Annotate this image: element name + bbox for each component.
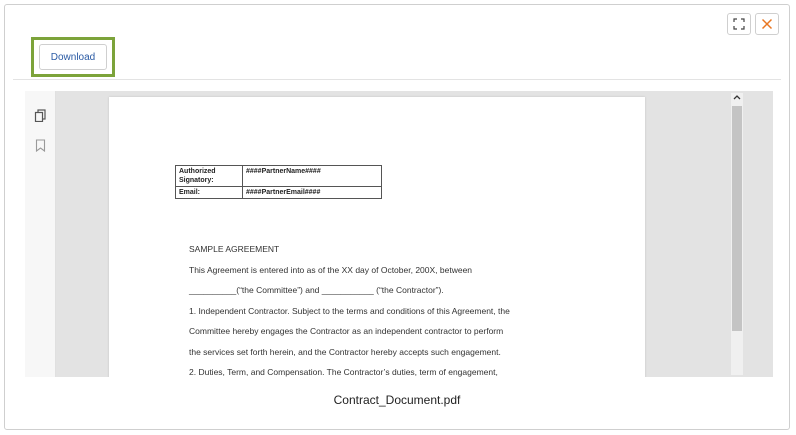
- document-preview-modal: [4, 4, 790, 430]
- signatory-table: [175, 165, 382, 199]
- document-line: __________(“the Committee”) and ___________ (“the Contractor”).: [189, 285, 444, 295]
- header-divider: [13, 79, 781, 80]
- table-row: [176, 166, 382, 187]
- viewer-scrollbar[interactable]: [731, 93, 743, 375]
- scrollbar-thumb[interactable]: [732, 106, 742, 331]
- file-name: Contract_Document.pdf: [333, 393, 461, 407]
- bookmark-icon[interactable]: [34, 139, 47, 152]
- scroll-up-arrow-icon[interactable]: [733, 93, 741, 103]
- table-cell-label: Authorized Signatory:: [176, 166, 243, 187]
- pdf-viewer: [25, 91, 773, 377]
- document-body: [189, 243, 629, 377]
- table-row: [176, 187, 382, 199]
- document-line: the services set forth herein, and the Contractor hereby accepts such engagement.: [189, 346, 501, 357]
- table-cell-label: Email:: [176, 187, 243, 199]
- table-cell-value: ####PartnerName####: [243, 166, 382, 187]
- table-cell-value: ####PartnerEmail####: [243, 187, 382, 199]
- download-button[interactable]: Download: [39, 44, 107, 70]
- expand-button[interactable]: [727, 13, 751, 35]
- window-controls: [727, 13, 779, 35]
- download-highlight: [31, 37, 115, 77]
- pdf-page: [109, 97, 645, 377]
- expand-icon: [733, 18, 745, 30]
- document-line: Committee hereby engages the Contractor as an independent contractor to perform: [189, 326, 504, 336]
- document-line: 1. Independent Contractor. Subject to the terms and conditions of this Agreement, the: [189, 305, 510, 316]
- viewer-side-rail: [25, 91, 56, 377]
- close-button[interactable]: [755, 13, 779, 35]
- close-icon: [761, 18, 773, 30]
- document-line: This Agreement is entered into as of the XX day of October, 200X, between: [189, 264, 473, 275]
- document-line: 2. Duties, Term, and Compensation. The Contractor’s duties, term of engagement,: [189, 367, 498, 377]
- copy-pages-icon[interactable]: [34, 109, 47, 122]
- document-heading: SAMPLE AGREEMENT: [189, 244, 280, 254]
